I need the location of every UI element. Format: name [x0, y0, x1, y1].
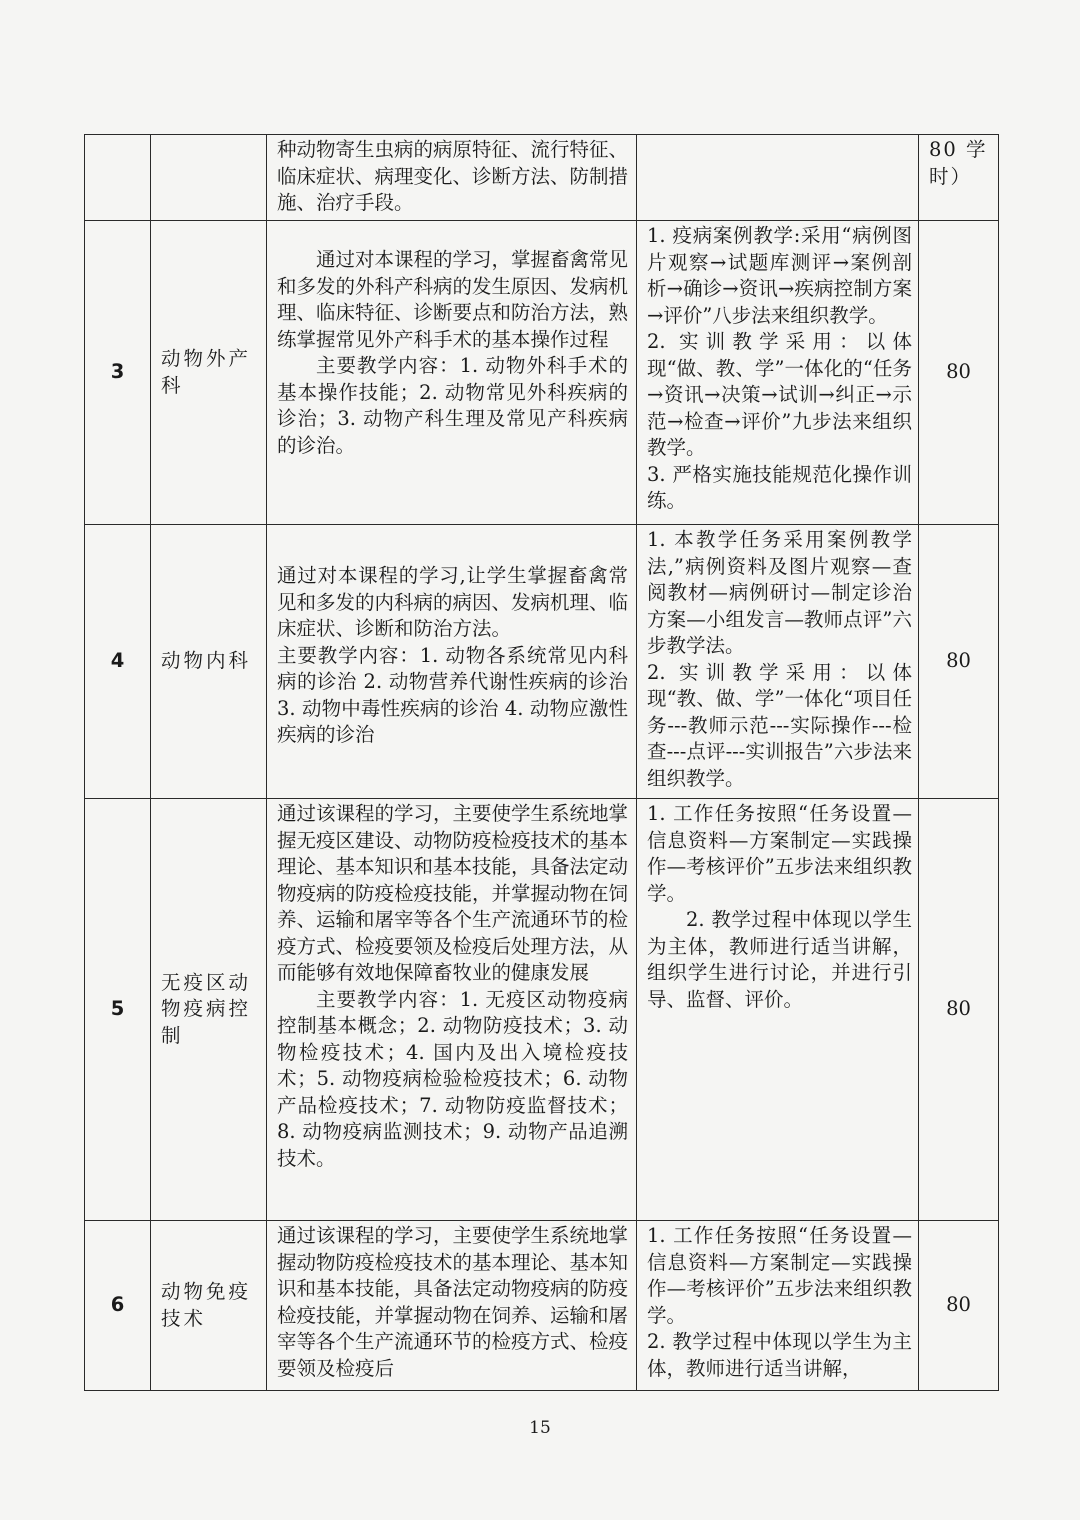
course-hours: 80 [919, 799, 999, 1221]
course-number: 4 [85, 525, 151, 799]
objective-paragraph: 通过该课程的学习，主要使学生系统地掌握动物防疫检疫技术的基本理论、基本知识和基本技能，具备法定动物疫病的防疫检疫技能，并掌握动物在饲养、运输和屠宰等各个生产流通环节的检疫方式、检疫要领及检疫后 [277, 1224, 629, 1380]
course-number: 3 [85, 221, 151, 525]
course-name: 动物内科 [151, 525, 267, 799]
course-name: 无疫区动物疫病控制 [151, 799, 267, 1221]
course-name [151, 135, 267, 221]
requirement-paragraph: 2. 实训教学采用：以体现“做、教、学”一体化的“任务→资讯→决策→试训→纠正→示范→检查→评价”九步法来组织教学。 [647, 330, 912, 459]
table-row [85, 799, 999, 1221]
teaching-requirements [637, 1221, 919, 1391]
curriculum-table [84, 134, 999, 1391]
requirement-paragraph: 2. 实训教学采用：以体现“教、做、学”一体化“项目任务---教师示范---实际操作---检查---点评---实训报告”六步法来组织教学。 [647, 660, 912, 790]
teaching-requirements [637, 525, 919, 799]
course-objective [267, 1221, 637, 1391]
course-objective [267, 221, 637, 525]
objective-paragraph: 通过该课程的学习，主要使学生系统地掌握无疫区建设、动物防疫检疫技术的基本理论、基本知识和基本技能，具备法定动物疫病的防疫检疫技能，并掌握动物在饲养、运输和屠宰等各个生产流通环节的检疫方式、检疫要领及检疫后处理方法，从而能够有效地保障畜牧业的健康发展 [277, 802, 629, 984]
table-row [85, 221, 999, 525]
course-hours: 80 [919, 221, 999, 525]
objective-paragraph: 主要教学内容：1. 动物各系统常见内科病的诊治 2. 动物营养代谢性疾病的诊治 3. 动物中毒性疾病的诊治 4. 动物应激性疾病的诊治 [277, 643, 628, 746]
requirement-paragraph: 2. 教学过程中体现以学生为主体，教师进行适当讲解，组织学生进行讨论，并进行引导、监督、评价。 [647, 908, 912, 1011]
course-number: 6 [85, 1221, 151, 1391]
teaching-requirements [637, 799, 919, 1221]
requirement-paragraph: 2. 教学过程中体现以学生为主体，教师进行适当讲解， [647, 1330, 912, 1380]
table-row [85, 135, 999, 221]
course-name: 动物外产科 [151, 221, 267, 525]
requirement-paragraph: 1. 疫病案例教学:采用“病例图片观察→试题库测评→案例剖析→确诊→资讯→疾病控制方案→评价”八步法来组织教学。 [647, 224, 912, 327]
requirement-paragraph: 1. 工作任务按照“任务设置—信息资料—方案制定—实践操作—考核评价”五步法来组织教学。 [647, 1224, 912, 1327]
teaching-requirements [637, 221, 919, 525]
course-number [85, 135, 151, 221]
teaching-requirements [637, 135, 919, 221]
objective-paragraph: 主要教学内容：1. 无疫区动物疫病控制基本概念；2. 动物防疫技术；3. 动物检疫技术；4. 国内及出入境检疫技术；5. 动物疫病检验检疫技术；6. 动物产品检疫技术；7. 动物防疫监督技术；8. 动物疫病监测技术；9. 动物产品追溯技术。 [277, 987, 628, 1170]
objective-paragraph: 主要教学内容：1. 动物外科手术的基本操作技能；2. 动物常见外科疾病的诊治；3. 动物产科生理及常见产科疾病的诊治。 [277, 354, 628, 457]
objective-paragraph: 种动物寄生虫病的病原特征、流行特征、临床症状、病理变化、诊断方法、防制措施、治疗手段。 [277, 138, 629, 214]
objective-paragraph: 通过对本课程的学习,让学生掌握畜禽常见和多发的内科病的病因、发病机理、临床症状、诊断和防治方法。 [277, 564, 629, 640]
course-hours: 80 [919, 525, 999, 799]
course-hours: 80 学时） [919, 135, 999, 221]
course-number: 5 [85, 799, 151, 1221]
requirement-paragraph: 3. 严格实施技能规范化操作训练。 [647, 462, 912, 512]
objective-paragraph: 通过对本课程的学习，掌握畜禽常见和多发的外科产科病的发生原因、发病机理、临床特征、诊断要点和防治方法，熟练掌握常见外产科手术的基本操作过程 [277, 248, 629, 351]
course-name: 动物免疫技术 [151, 1221, 267, 1391]
table-row [85, 1221, 999, 1391]
requirement-paragraph: 1. 工作任务按照“任务设置—信息资料—方案制定—实践操作—考核评价”五步法来组织教学。 [647, 802, 912, 905]
course-objective [267, 799, 637, 1221]
course-hours: 80 [919, 1221, 999, 1391]
course-objective [267, 135, 637, 221]
table-row [85, 525, 999, 799]
requirement-paragraph: 1. 本教学任务采用案例教学法,”病例资料及图片观察—查阅教材—病例研讨—制定诊治方案—小组发言—教师点评”六步教学法。 [647, 528, 912, 657]
page-number: 15 [529, 1418, 551, 1438]
course-objective [267, 525, 637, 799]
